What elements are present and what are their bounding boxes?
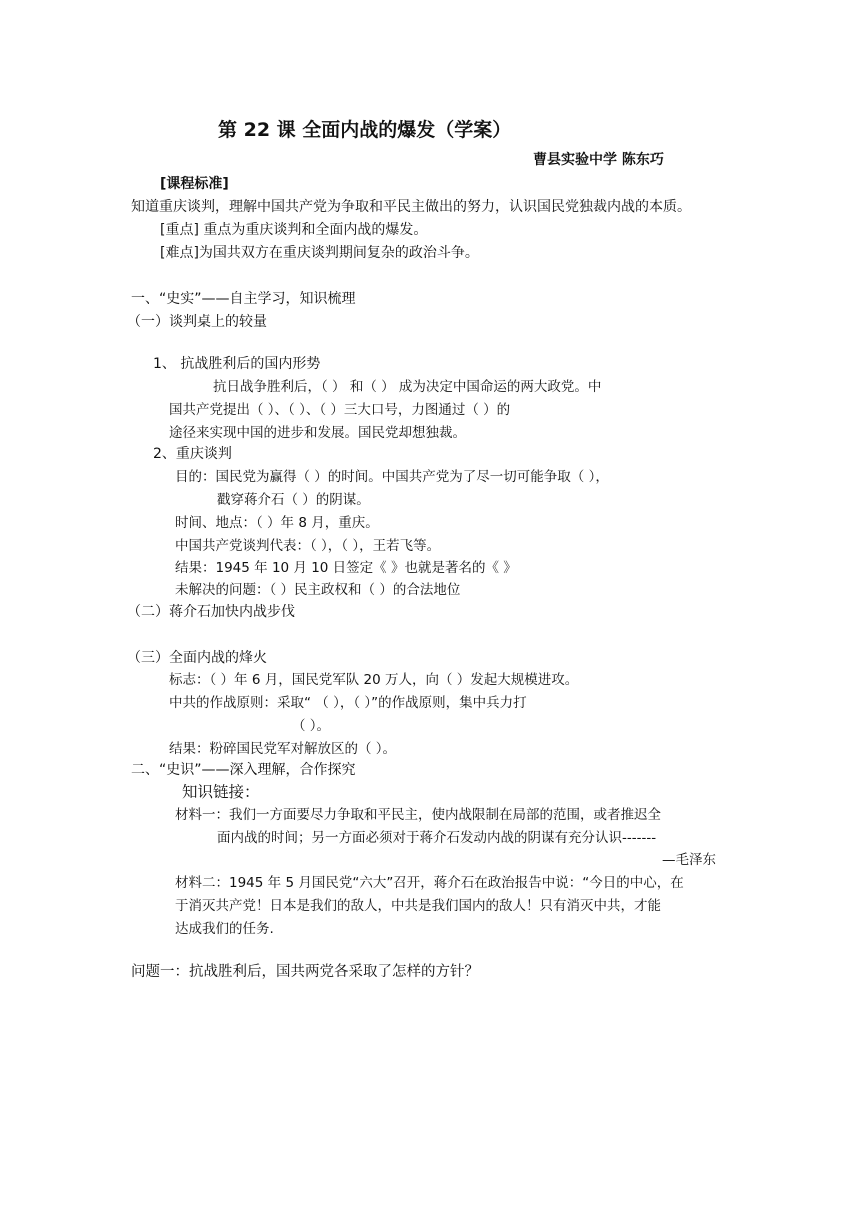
war-result: 结果：粉碎国民党军对解放区的（ ）。	[169, 741, 397, 757]
item2-purpose-line1: 目的：国民党为赢得（ ）的时间。中国共产党为了尽一切可能争取（ ），	[175, 469, 609, 485]
item2-title: 2、重庆谈判	[153, 446, 232, 462]
subsection3-title: （三）全面内战的烽火	[127, 650, 267, 666]
material1-line2: 面内战的时间；另一方面必须对于蒋介石发动内战的阴谋有充分认识-------	[217, 830, 657, 846]
section1-title: 一、“史实”——自主学习，知识梳理	[131, 291, 356, 307]
difficulty: [难点]为国共双方在重庆谈判期间复杂的政治斗争。	[160, 245, 479, 261]
standard-text: 知道重庆谈判，理解中国共产党为争取和平民主做出的努力，认识国民党独裁内战的本质。	[131, 199, 691, 215]
subsection2-title: （二）蒋介石加快内战步伐	[127, 604, 295, 620]
item2-representatives: 中国共产党谈判代表：（ ），（ ），王若飞等。	[175, 538, 441, 554]
item2-time-place: 时间、地点：（ ）年 8 月，重庆。	[175, 515, 379, 531]
section2-title: 二、“史识”——深入理解，合作探究	[131, 762, 356, 778]
material1-line1: 材料一：我们一方面要尽力争取和平民主，使内战限制在局部的范围，或者推迟全	[175, 807, 661, 823]
material2-line2: 于消灭共产党！日本是我们的敌人，中共是我们国内的敌人！只有消灭中共，才能	[175, 898, 661, 914]
material2-line3: 达成我们的任务.	[175, 921, 274, 937]
item1-title: 1、 抗战胜利后的国内形势	[153, 356, 321, 372]
question1: 问题一：抗战胜利后，国共两党各采取了怎样的方针？	[131, 964, 479, 980]
material1-source: —毛泽东	[662, 852, 716, 868]
material2-line1: 材料二：1945 年 5 月国民党“六大”召开，蒋介石在政治报告中说：“今日的中心，在	[175, 875, 684, 891]
war-principle-line2: （ ）。	[292, 718, 331, 734]
key-point: [重点] 重点为重庆谈判和全面内战的爆发。	[160, 222, 428, 238]
knowledge-link-heading: 知识链接：	[182, 783, 260, 801]
subsection1-title: （一）谈判桌上的较量	[127, 314, 267, 330]
item1-line1: 抗日战争胜利后，（ ） 和（ ） 成为决定中国命运的两大政党。中	[213, 379, 602, 395]
war-sign: 标志：（ ）年 6 月，国民党军队 20 万人，向（ ）发起大规模进攻。	[169, 672, 579, 688]
item2-unsolved: 未解决的问题：（ ）民主政权和（ ）的合法地位	[175, 582, 461, 598]
item1-line3: 途径来实现中国的进步和发展。国民党却想独裁。	[169, 425, 466, 441]
lesson-title: 第 22 课 全面内战的爆发（学案）	[218, 119, 512, 141]
item2-purpose-line2: 戳穿蒋介石（ ）的阴谋。	[217, 492, 370, 508]
standard-label: [课程标准]	[160, 176, 229, 192]
item1-line2: 国共产党提出（ ）、（ ）、（ ）三大口号，力图通过（ ）的	[169, 402, 511, 418]
author-line: 曹县实验中学 陈东巧	[533, 152, 664, 168]
war-principle-line1: 中共的作战原则：采取“ （ ），（ ）”的作战原则，集中兵力打	[169, 695, 527, 711]
item2-result: 结果：1945 年 10 月 10 日签定《 》也就是著名的《 》	[175, 560, 517, 576]
